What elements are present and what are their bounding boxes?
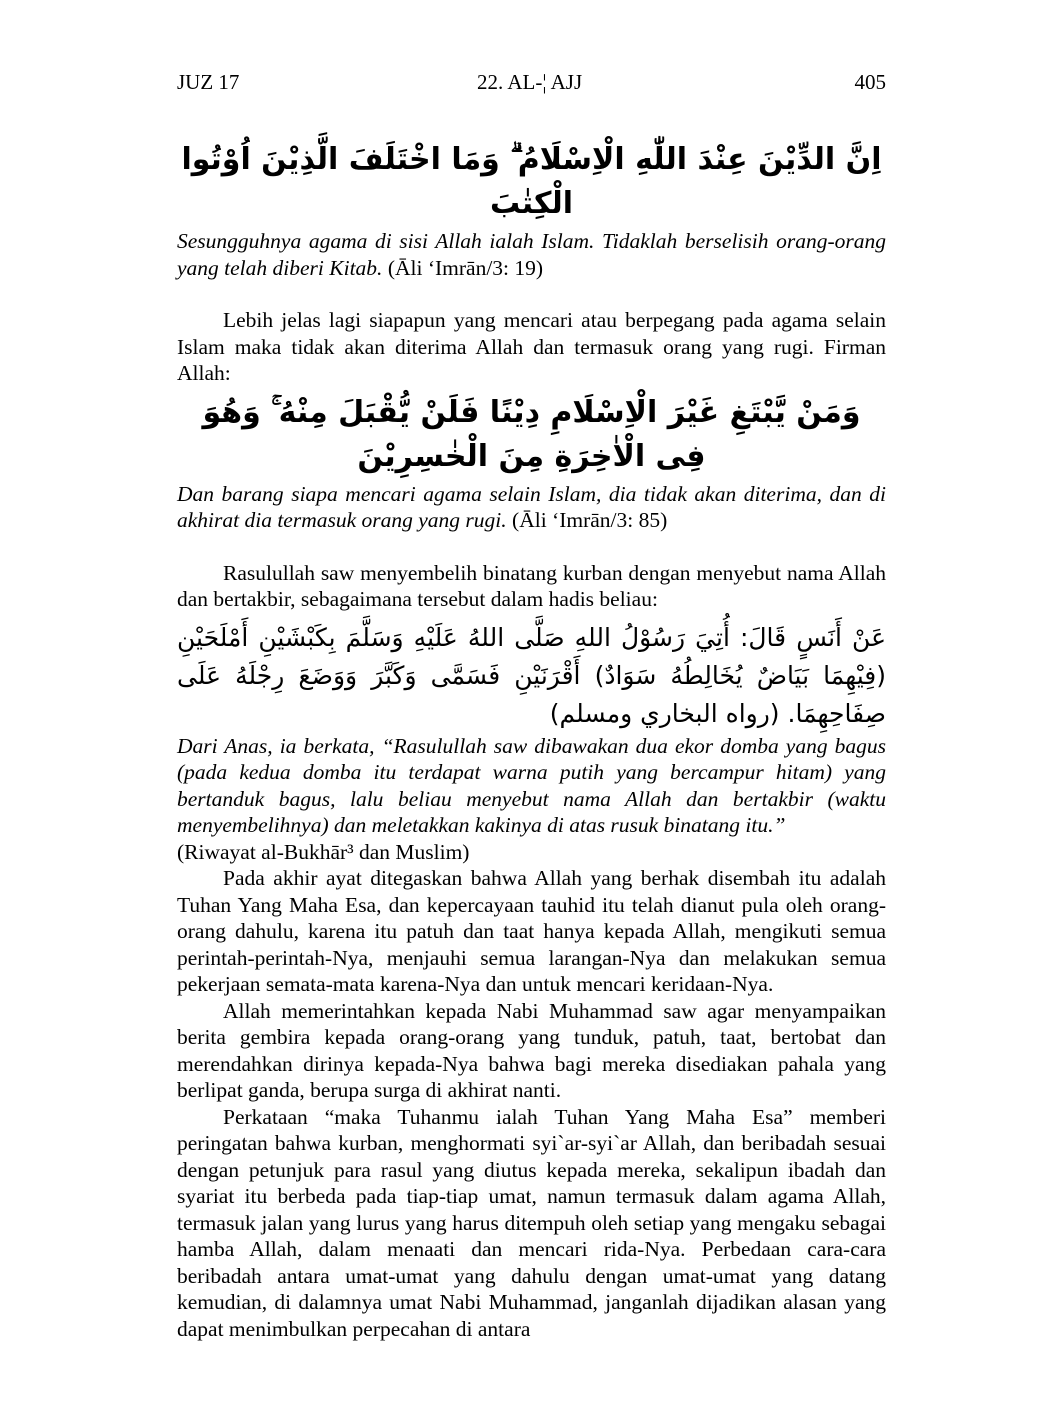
paragraph-1: Lebih jelas lagi siapapun yang mencari atau berpegang pada agama selain Islam maka tidak akan diterima Allah dan termasuk orang yang rugi. Firman Allah: bbox=[177, 308, 886, 385]
paragraph-5: Perkataan “maka Tuhanmu ialah Tuhan Yang Maha Esa” memberi peringatan bahwa kurban, menghormati syi`ar-syi`ar Allah, dan beribadah sesuai dengan petunjuk para rasul yang diutus kepada mereka, sekalipun ibadah dan syariat itu berbeda pada tiap-tiap umat, namun termasuk dalam agama Allah, termasuk jalan yang lurus yang harus ditempuh oleh setiap yang mengaku sebagai hamba Allah, dalam menaati dan mencari rida-Nya. Perbedaan cara-cara beribadah antara umat-umat yang dahulu dengan umat-umat yang datang kemudian, di dalamnya umat Nabi Muhammad, janganlah dijadikan alasan yang dapat menimbulkan perpecahan di antara bbox=[177, 1104, 886, 1341]
verse-1-translation bbox=[177, 228, 886, 281]
verse-1-reference: (Āli ‘Imrān/3: 19) bbox=[382, 255, 544, 280]
surah-title: 22. AL-¦ AJJ bbox=[477, 70, 583, 94]
quran-verse-2-arabic: وَمَنْ يَّبْتَغِ غَيْرَ الْاِسْلَامِ دِيْنًا فَلَنْ يُّقْبَلَ مِنْهُ ۚ وَهُوَ فِى الْاٰخِرَةِ مِنَ الْخٰسِرِيْنَ bbox=[202, 394, 861, 474]
paragraph-3: Pada akhir ayat ditegaskan bahwa Allah yang berhak disembah itu adalah Tuhan Yang Maha Esa, dan kepercayaan tauhid itu telah dianut pula oleh orang-orang dahulu, karena itu patuh dan taat hanya kepada Allah, mengikuti semua perintah-perintah-Nya, menjauhi semua larangan-Nya dan melakukan semua pekerjaan semata-mata karena-Nya dan untuk mencari keridaan-Nya. bbox=[177, 866, 886, 996]
document-page bbox=[177, 70, 886, 1342]
verse-2-translation bbox=[177, 481, 886, 534]
paragraph-4: Allah memerintahkan kepada Nabi Muhammad saw agar menyampaikan berita gembira kepada orang-orang yang tunduk, patuh, taat, bertobat dan merendahkan dirinya kepada-Nya bahwa bagi mereka disediakan pahala yang berlipat ganda, berupa surga di akhirat nanti. bbox=[177, 998, 886, 1102]
paragraph-2: Rasulullah saw menyembelih binatang kurban dengan menyebut nama Allah dan bertakbir, sebagaimana tersebut dalam hadis beliau: bbox=[177, 560, 886, 611]
quran-verse-1-arabic: اِنَّ الدِّيْنَ عِنْدَ اللّٰهِ الْاِسْلَامُ ۗ وَمَا اخْتَلَفَ الَّذِيْنَ اُوْتُوا الْكِتٰبَ bbox=[181, 142, 882, 221]
juz-label: JUZ 17 bbox=[177, 70, 240, 94]
hadith-translation-text: Dari Anas, ia berkata, “Rasulullah saw dibawakan dua ekor domba yang bagus (pada kedua domba itu terdapat warna putih yang bercampur hitam) yang bertanduk bagus, lalu beliau menyebut nama Allah dan bertakbir (waktu menyembelihnya) dan meletakkan kakinya di atas rusuk binatang itu.” bbox=[177, 733, 886, 837]
page-number: 405 bbox=[854, 70, 886, 94]
verse-2-translation-text: Dan barang siapa mencari agama selain Islam, dia tidak akan diterima, dan di akhirat dia termasuk orang yang rugi. bbox=[177, 481, 886, 532]
verse-2-reference: (Āli ‘Imrān/3: 85) bbox=[506, 508, 668, 532]
verse-1-translation-text: Sesungguhnya agama di sisi Allah ialah Islam. Tidaklah berselisih orang-orang yang telah diberi Kitab. bbox=[177, 229, 886, 280]
page-header bbox=[177, 70, 886, 100]
hadith-reference: (Riwayat al-Bukhār³ dan Muslim) bbox=[177, 839, 470, 864]
hadith-translation bbox=[177, 733, 886, 866]
hadith-arabic: عَنْ أَنَسٍ قَالَ: أُتِيَ رَسُوْلُ اللهِ صَلَّى اللهُ عَلَيْهِ وَسَلَّمَ بِكَبْشَيْنِ أَمْلَحَيْنِ (فِيْهِمَا بَيَاضٌ يُخَالِطُهُ سَوَادٌ) أَقْرَنَيْنِ فَسَمَّى وَكَبَّرَ وَوَضَعَ رِجْلَهُ عَلَى صِفَاحِهِمَا. (رواه البخاري ومسلم) bbox=[177, 622, 886, 728]
